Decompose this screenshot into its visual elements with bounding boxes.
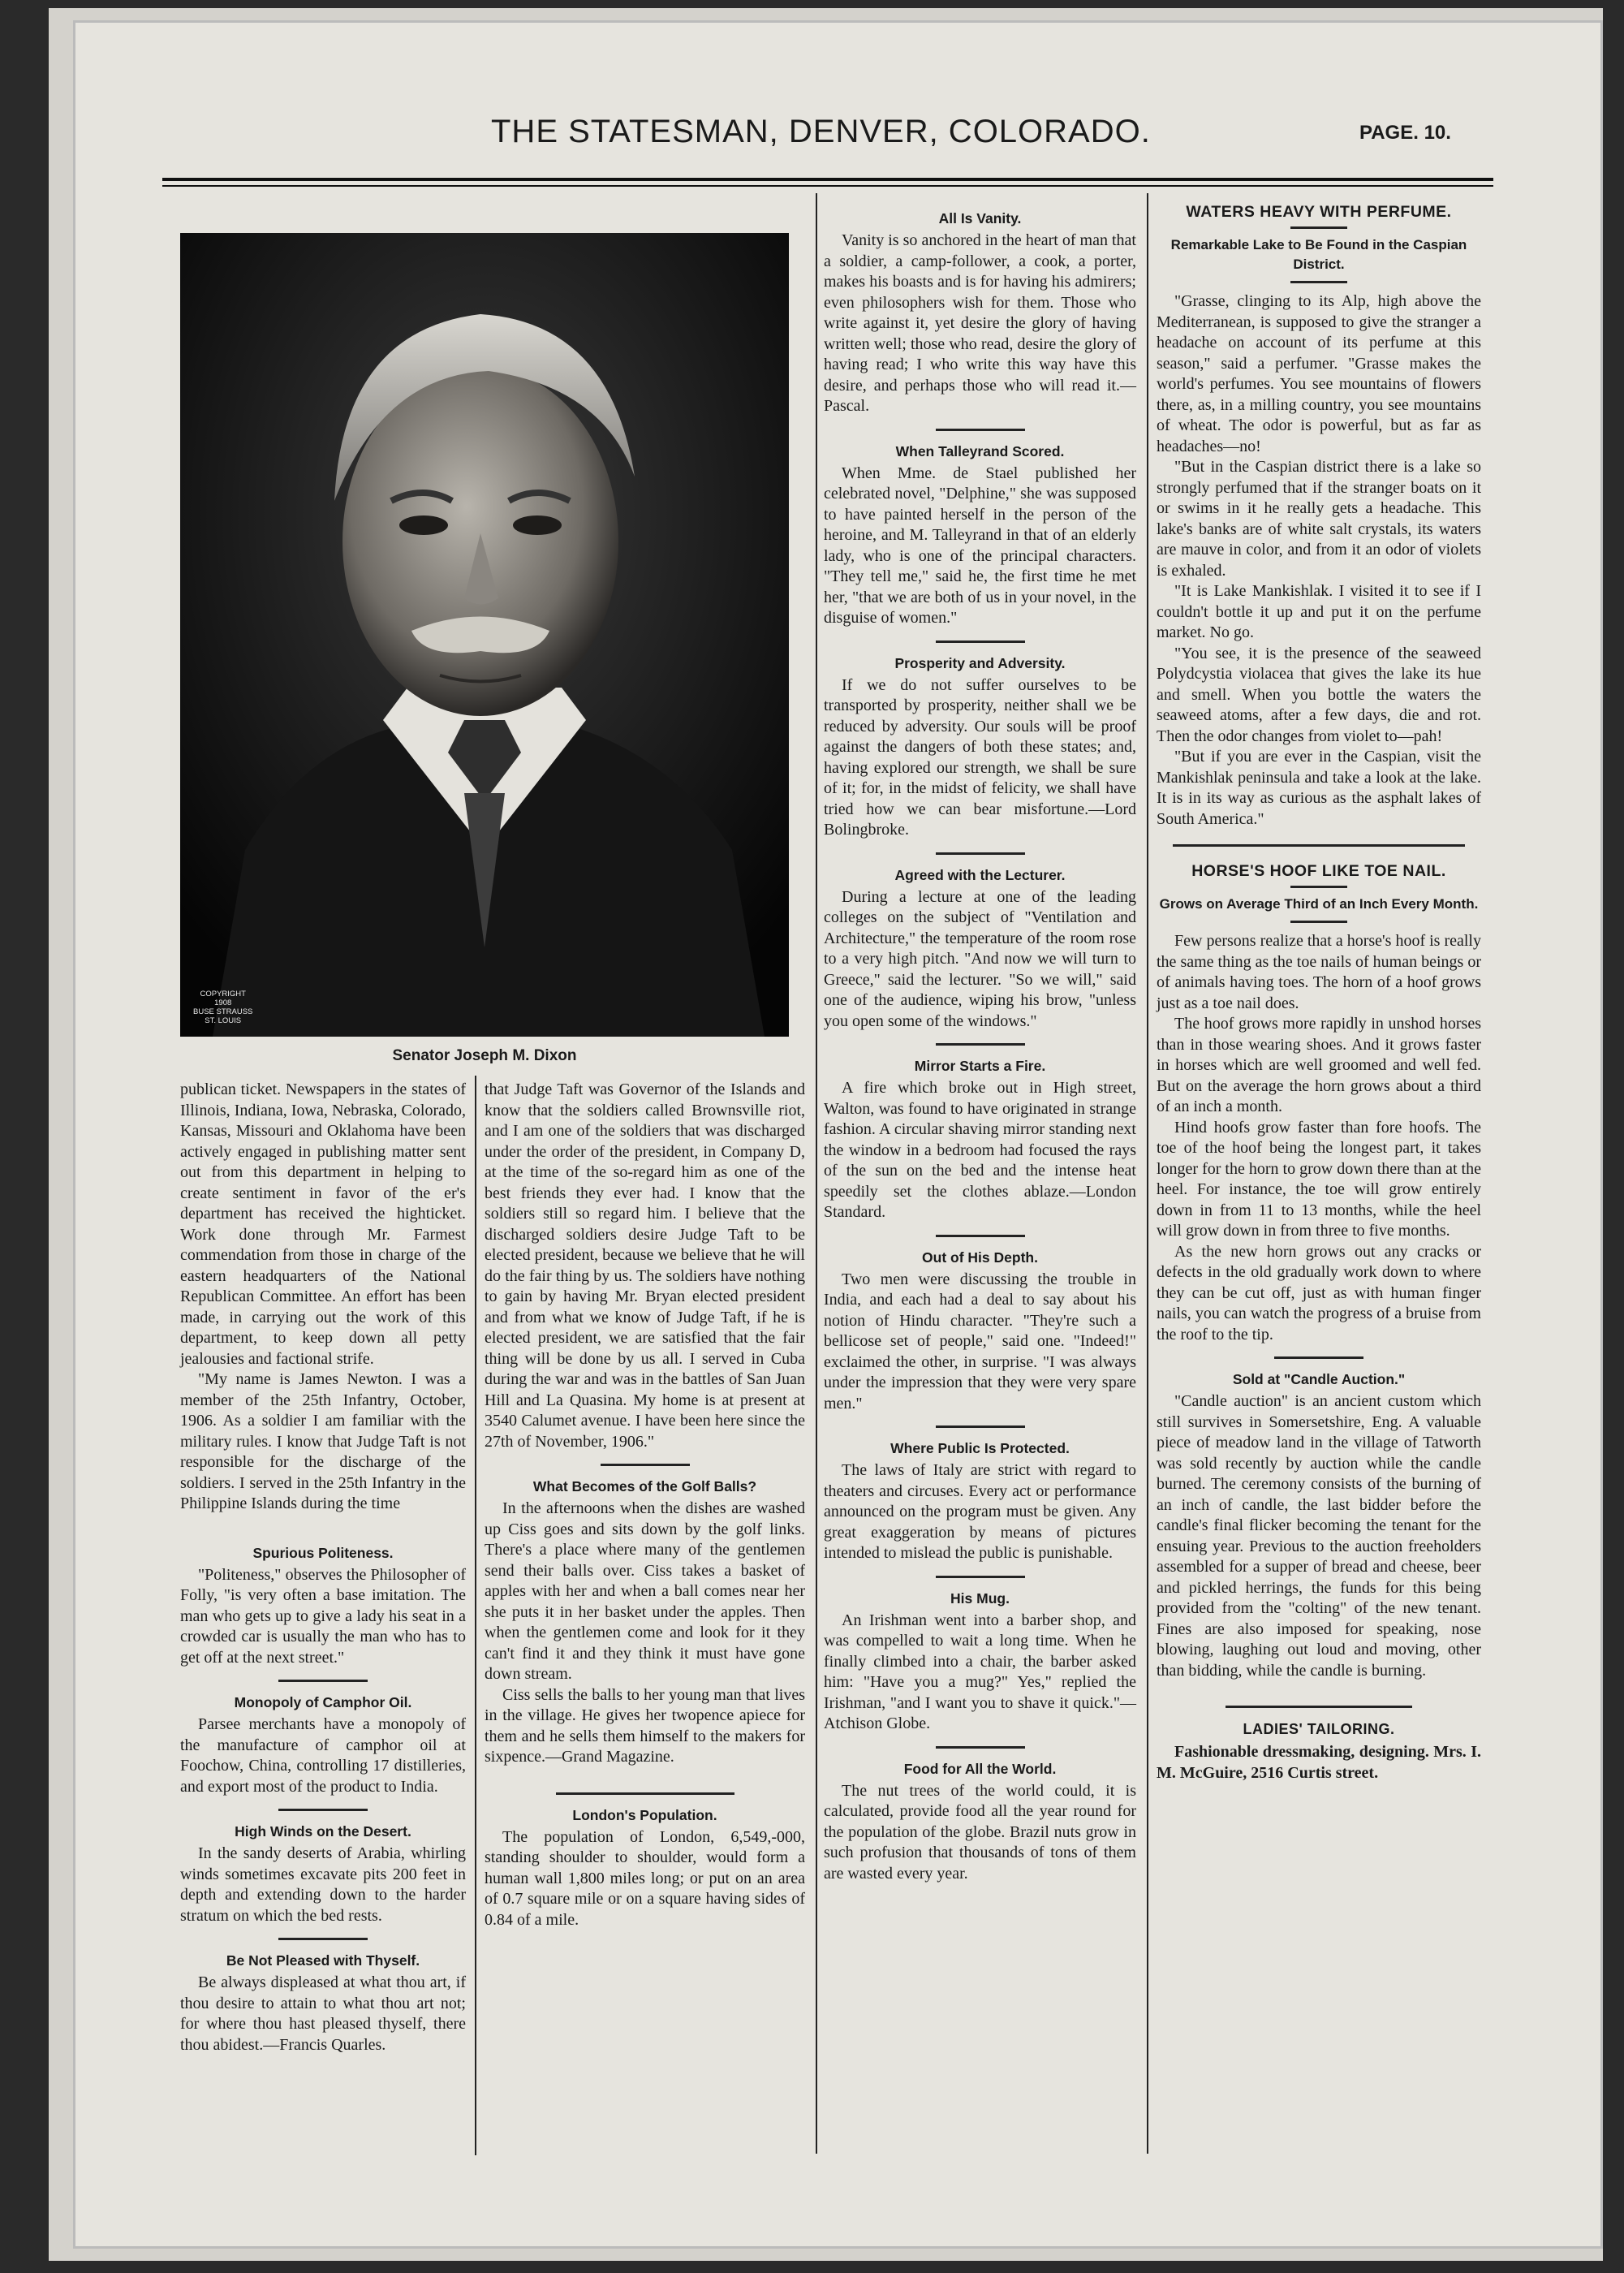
article-text: publican ticket. Newspapers in the states of Illinois, Indiana, Iowa, Nebraska, Colorado, Kansas, Missouri and Oklahoma have been actively engaged in publishing matter sent out from this department in helping to create sentiment in favor of the er's department has received the highticket. Work done through Mr. Farmest commendation from those in charge of the eastern headquarters of the National Republican Committee. An effort has been made, in carrying out the work of this department, to keep down all petty jealousies and factional strife. [180, 1080, 466, 1368]
article-text: Be always displeased at what thou art, if thou desire to attain to what thou art not; for where thou hast pleased thyself, there thou abidest.—Francis Quarles. [180, 1973, 466, 2054]
newspaper-title: THE STATESMAN, DENVER, COLORADO. [491, 114, 1151, 149]
headline: What Becomes of the Golf Balls? [532, 1478, 757, 1494]
page-number: PAGE. 10. [1359, 122, 1451, 144]
separator [936, 640, 1025, 643]
article-text: Ciss sells the balls to her young man that lives in the village. He gives her twopence apiece for them and he sells them himself to the makers for sixpence.—Grand Magazine. [485, 1685, 805, 1766]
subheadline: Grows on Average Third of an Inch Every Month. [1159, 896, 1479, 912]
article-text: that Judge Taft was Governor of the Islands and know that the soldiers called Brownsville riot, and I am one of the soldiers that was discharged under the order of the president, in Company D, at the time of the so-regard him as one of the best friends they ever had. I know that the soldiers still so regard him. I believe that the discharged soldiers desire Judge Taft to be elected president, because we believe that he will do the fair thing by us. The soldiers have nothing to gain by having Mr. Bryan elected president and from what we know of Judge Taft, if he is elected president, we are satisfied that the fair thing will be done by us all. I served in Cuba during the war and was in the battles of San Juan Hill and La Quasina. My home is at present at 3540 Calumet avenue. I have been here since the 27th of November, 1906." [485, 1080, 805, 1451]
column-3 [824, 209, 1136, 1884]
separator [936, 1576, 1025, 1578]
headline: When Talleyrand Scored. [895, 442, 1065, 459]
article-text: The population of London, 6,549,-000, standing shoulder to shoulder, would form a human wall 1,800 miles long; or put on an area of 0.7 square mile or on a square having sides of 0.84 of a mile. [485, 1827, 805, 1929]
article-text: "You see, it is the presence of the seaweed Polydcystia violacea that gives the lake its hue and smell. When you bottle the waters the seaweed atoms, after a few days, die and rot. Then the odor changes from violet to—pah! [1157, 644, 1481, 745]
article-text: "It is Lake Mankishlak. I visited it to see if I couldn't bottle it up and put it on the perfume market. No go. [1157, 582, 1481, 641]
separator [936, 852, 1025, 855]
separator [936, 429, 1025, 431]
article-text: Hind hoofs grow faster than fore hoofs. The toe of the hoof being the longest part, it takes longer for the horn to grow down there than at the heel. For instance, the toe will grow entirely down in from 11 to 13 months, while the heel will grow down in from three to five months. [1157, 1118, 1481, 1240]
article-text: The nut trees of the world could, it is calculated, provide food all the year round for the population of the globe. Brazil nuts grow in such profusion that thousands of tons of them are wasted every year. [824, 1781, 1136, 1883]
article-text: "Candle auction" is an ancient custom which still survives in Somersetshire, Eng. A valuable piece of meadow land in the village of Tatworth was sold recently by auction while the candle burned. The ceremony consists of the burning of an inch of candle, the last bidder before the candle's final flicker becoming the tenant for the ensuing year. Previous to the auction freeholders assembled for a supper of bread and cheese, beer and pickled herrings, the funds for this being provided from the "colting" of the new tenant. Fines are also imposed for speaking, nose blowing, laughing out loud and moving, other than bidding, while the candle is burning. [1157, 1392, 1481, 1680]
column-4 [1157, 199, 1481, 1783]
article-text: "Grasse, clinging to its Alp, high above the Mediterranean, is supposed to give the stranger a headache on account of its perfume at this season," said a perfumer. "Grasse makes the world's perfumes. You see mountains of flowers there, as, in a milling country, you see mountains of wheat. The odor is powerful, but as far as headaches—no! [1157, 292, 1481, 455]
article-text: The laws of Italy are strict with regard to theaters and circuses. Every act or performance announced on the program must be given. Any great exaggeration by means of pictures intended to mislead the public is punishable. [824, 1461, 1136, 1562]
headline: Prosperity and Adversity. [894, 654, 1066, 671]
article-text: "But if you are ever in the Caspian, visit the Mankishlak peninsula and take a look at the lake. It is in its way as curious as the asphalt lakes of South America." [1157, 748, 1481, 828]
article-text: The hoof grows more rapidly in unshod horses than in those wearing shoes. And it grows faster in horses which are well groomed and well fed. But on the average the horn grows about a third of an inch a month. [1157, 1015, 1481, 1115]
separator [1274, 1356, 1363, 1359]
article-text: Vanity is so anchored in the heart of man that a soldier, a camp-follower, a cook, a porter, makes his boasts and is for having his admirers; even philosophers wish for them. Those who write against it, yet desire the glory of having written well; those who read, desire the glory of having read; I who write this way have this desire, and perhaps those who will read it.—Pascal. [824, 231, 1136, 415]
article-text: In the afternoons when the dishes are washed up Ciss goes and sits down by the golf links. There's a place where many of the gentlemen send their balls over. Ciss takes a basket of apples with her and when a ball comes near her she puts it in her basket under the apples. Then when the gentlemen come and look for it they can't find it and they think it must have gone down stream. [485, 1499, 805, 1683]
separator [278, 1809, 368, 1811]
headline: Food for All the World. [903, 1760, 1057, 1777]
portrait-photo [180, 233, 789, 1037]
separator [936, 1235, 1025, 1237]
headline: Spurious Politeness. [252, 1544, 394, 1561]
article-text: "Politeness," observes the Philosopher of Folly, "is very often a base imitation. The man who gets up to give a lady his seat in a crowded car is usually the man who has to get off at the next street." [180, 1565, 466, 1667]
article-text: Parsee merchants have a monopoly of the manufacture of camphor oil at Foochow, China, controlling 17 distilleries, and export most of the product to India. [180, 1715, 466, 1796]
article-text: If we do not suffer ourselves to be transported by prosperity, neither shall we be reduced by adversity. Our souls will be proof against the dangers of both these states; and, having explored our strength, we shall be sure of it; for, in the midst of felicity, we shall have tried how we can bear misfortune.—Lord Bolingbroke. [824, 675, 1136, 839]
article-text: During a lecture at one of the leading colleges on the subject of "Ventilation and Architecture," the temperature of the room rose to a very high pitch. "And now we will turn to Greece," said the lecturer. "So we will," said one of the audience, wiping his brow, "unless you open some of the windows." [824, 887, 1136, 1030]
column-divider [816, 193, 817, 2154]
masthead [162, 114, 1542, 162]
photo-caption: Senator Joseph M. Dixon [392, 1047, 577, 1064]
headline: All Is Vanity. [938, 210, 1022, 226]
headline: High Winds on the Desert. [235, 1823, 411, 1840]
column-divider [475, 1076, 476, 2155]
separator [1290, 921, 1347, 923]
separator [936, 1425, 1025, 1428]
separator [278, 1680, 368, 1682]
portrait-image [180, 233, 789, 1037]
article-text: An Irishman went into a barber shop, and was compelled to wait a long time. When he finally climbed into a chair, the barber asked him: "Have you a mug?" Yes," replied the Irishman, "and I want you to shave it quick."—Atchison Globe. [824, 1611, 1136, 1732]
headline: His Mug. [950, 1589, 1010, 1607]
article-text: "But in the Caspian district there is a lake so strongly perfumed that if the stranger boats on it or swims in it he really gets a headache. This lake's banks are of white salt crystals, its waters are mauve in color, and from it an odor of violets is exhaled. [1157, 458, 1481, 580]
article-text: "My name is James Newton. I was a member of the 25th Infantry, October, 1906. As a soldier I am familiar with the military rules. I know that Judge Taft is not responsible for the discharge of the soldiers. I served in the 25th Infantry in the Philippine Islands during the time [180, 1370, 466, 1512]
article-text: In the sandy deserts of Arabia, whirling winds sometimes excavate pits 200 feet in depth and extending down to the harder stratum on which the bed rests. [180, 1844, 466, 1925]
column-divider [1147, 193, 1148, 2154]
separator [1226, 1706, 1412, 1708]
headline: Mirror Starts a Fire. [914, 1058, 1046, 1074]
subheadline: Remarkable Lake to Be Found in the Caspian District. [1170, 237, 1467, 272]
article-text: Two men were discussing the trouble in India, and each had a deal to say about his notion of Hindu character. "They're such a bellicose set of people," said one. "Indeed!" exclaimed the other, in surprise. "I was always under the impression that they were very spare men." [824, 1270, 1136, 1413]
photo-credit: COPYRIGHT 1908 BUSE STRAUSS ST. LOUIS [193, 990, 253, 1025]
article-text: Few persons realize that a horse's hoof is really the same thing as the toe nails of human beings or of animals having toes. The horn of a hoof grows just as a toe nail does. [1157, 932, 1481, 1012]
headline: Monopoly of Camphor Oil. [234, 1694, 412, 1710]
article-text: When Mme. de Stael published her celebrated novel, "Delphine," she was supposed to have painted herself in the person of the heroine, and M. Talleyrand in that of an elderly lady, who is one of the principal characters. "They tell me," said he, the first time he met her, "that we are both of us in your novel, in the disguise of women." [824, 464, 1136, 627]
separator [601, 1464, 690, 1466]
headline: Where Public Is Protected. [890, 1440, 1070, 1456]
headline: HORSE'S HOOF LIKE TOE NAIL. [1191, 862, 1446, 880]
separator [1290, 281, 1347, 283]
separator [1173, 844, 1465, 847]
headline: Agreed with the Lecturer. [894, 866, 1066, 883]
separator [1290, 226, 1347, 229]
masthead-rule-bottom [162, 185, 1493, 187]
column-2 [485, 1080, 805, 1930]
masthead-rule-top [162, 178, 1493, 181]
separator [936, 1746, 1025, 1749]
headline: Be Not Pleased with Thyself. [226, 1952, 420, 1969]
headline: LADIES' TAILORING. [1243, 1721, 1395, 1737]
headline: WATERS HEAVY WITH PERFUME. [1186, 203, 1452, 221]
headline: Out of His Depth. [922, 1249, 1038, 1266]
column-1 [180, 1080, 466, 2055]
headline: London's Population. [572, 1806, 717, 1823]
headline: Sold at "Candle Auction." [1232, 1371, 1406, 1387]
separator [936, 1043, 1025, 1046]
separator [1290, 886, 1347, 888]
separator [278, 1938, 368, 1940]
article-text: A fire which broke out in High street, Walton, was found to have originated in strange fashion. A circular shaving mirror standing next the window in a bedroom had focused the rays of the sun on the bed and the intense heat speedily set the clothes ablaze.—London Standard. [824, 1079, 1136, 1221]
article-text: As the new horn grows out any cracks or defects in the old gradually work down to where they can be cut off, just as with human finger nails, you can watch the progress of a bruise from the roof to the tip. [1157, 1242, 1481, 1344]
separator [556, 1792, 734, 1795]
advertisement-text: Fashionable dressmaking, designing. Mrs. I. M. McGuire, 2516 Curtis street. [1157, 1743, 1481, 1782]
